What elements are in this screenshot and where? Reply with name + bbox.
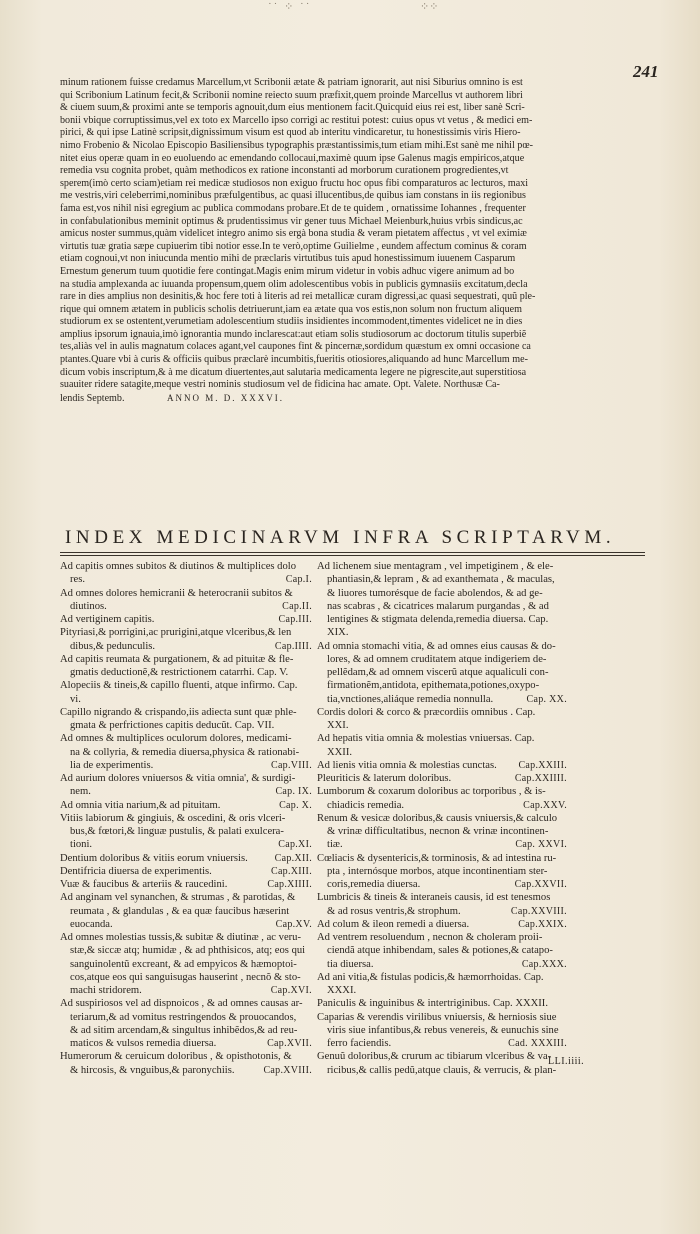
letter-line: suauiter ridere satagite,meque vestri nominis studiosum vel de fidicina hac amate. Opt. Valete. Northusæ Ca- bbox=[60, 379, 500, 391]
index-entry bbox=[317, 878, 567, 891]
index-entry-text: Ad omnes molestias tussis,& subitæ & diutinæ , ac veru- bbox=[60, 932, 301, 943]
letter-line: nitet eius operæ quam in eo euoluendo ac emendando collocaui,maximè quum ipse Galenus magis empiricos,atque bbox=[60, 152, 525, 164]
index-entry-text: viris siue infantibus,& rebus venereis, & eunuchis sine bbox=[327, 1024, 559, 1036]
chapter-ref: Cap.XII. bbox=[274, 852, 312, 864]
letter-line: rique qui omnem ætatem in publicis scholis detriuerunt,iam ea ætate qua vos estis,non solum non fructum aliquem bbox=[60, 303, 522, 315]
index-entry-text: lentigines & stigmata delenda,remedia diuersa. Cap. bbox=[327, 614, 549, 625]
letter-line: na studia amplexanda ac iuuanda propensum,quem olim adolescentibus vobis in publicis gymnasiis excitatum,decla bbox=[60, 278, 528, 290]
dedicatory-letter bbox=[60, 77, 643, 405]
letter-line: bonii vbique corruptissimus,vel ex toto ex Marcello ipso corrigi ac restitui potest: cuius opus vt vetus , & medici em- bbox=[60, 114, 533, 126]
index-entry-text: & liuores tumorésque de facie abolendos, & ad ge- bbox=[327, 587, 543, 599]
letter-line: rare in dies amplius non desinitis,& hoc fere toti à literis ad rei metallicæ curam digressi,ac quasi sequestrati, quũ ple- bbox=[60, 291, 536, 303]
index-title: INDEX MEDICINARVM INFRA SCRIPTARVM. bbox=[65, 527, 616, 548]
chapter-ref: Cap.XI. bbox=[278, 839, 312, 851]
index-entry-text: Alopeciis & tineis,& capillo fluenti, atque infirmo. Cap. bbox=[60, 680, 298, 692]
index-entry-text: gmata & perfrictiones capitis deducũt. Cap. VII. bbox=[70, 720, 275, 731]
index-entry-text: XXI. bbox=[327, 720, 349, 731]
index-entry bbox=[60, 732, 312, 745]
index-entry-text: nas scabras , & cicatrices malarum purgandas , & ad bbox=[327, 600, 549, 612]
index-entry-text: Humerorum & ceruicum doloribus , & opisthotonis, & bbox=[60, 1051, 292, 1063]
index-entry-text: gmatis deductionẽ,& restrictionem catarrhi. Cap. V. bbox=[70, 667, 289, 678]
letter-line: minum rationem fuisse credamus Marcellum,vt Scribonii ætate & patriam ignorarit, aut nisi Siburius omnino is est bbox=[60, 77, 523, 88]
index-entry-text: Renum & vesicæ doloribus,& causis vniuersis,& calculo bbox=[317, 812, 558, 824]
chapter-ref: Cap.IIII. bbox=[274, 640, 312, 652]
index-entry-text: Ad ventrem resoluendum , necnon & choleram proii- bbox=[317, 932, 543, 943]
index-entry bbox=[60, 1050, 312, 1063]
index-entry bbox=[317, 997, 567, 1010]
index-entry-text: ricibus,& callis pedũ,atque clauis, & verrucis, & plan- bbox=[327, 1064, 557, 1076]
index-entry bbox=[317, 918, 567, 931]
letter-line: qui Scribonium Latinum fecit,& Scribonii nomine reiecto suum præfixit,quem proinde Marcellus vt authorem libri bbox=[60, 89, 523, 101]
divider bbox=[60, 555, 645, 556]
index-entry-text: pta , internósque morbos, atque incontinentiam ster- bbox=[327, 865, 548, 877]
index-entry bbox=[317, 693, 567, 706]
letter-line: sperem(imò certo sciam)etiam rei medicæ studiosos non exiguo fructu hoc opus fibi comparaturos ac lecturos, maxi bbox=[60, 177, 529, 189]
index-entry-text: XIX. bbox=[327, 627, 349, 639]
index-entry-text: Cœliacis & dysentericis,& torminosis, & ad intestina ru- bbox=[317, 852, 557, 864]
index-entry bbox=[317, 891, 567, 904]
index-entry bbox=[60, 587, 312, 600]
chapter-ref: Cap. IX. bbox=[275, 786, 312, 798]
letter-line: & ciuem suum,& proximi ante se temporis agnouit,dum eius mentionem facit.Quicquid eius rei est, liber sanè Scri- bbox=[60, 102, 525, 114]
index-entry bbox=[60, 944, 312, 957]
index-entry-text: Ad omnes dolores hemicranii & heterocranii subitos & bbox=[60, 587, 293, 599]
index-entry bbox=[60, 640, 312, 653]
index-entry-text: & vrinæ difficultatibus, necnon & vrinæ incontinen- bbox=[327, 826, 549, 837]
index-entry bbox=[60, 997, 312, 1010]
letter-line: remedia vsu cognita probet, quàm methodicos ex ratione inconstanti ad morborum curationem progredientes,vt bbox=[60, 165, 509, 177]
index-entry-text: bus,& fœtori,& linguæ pustulis, & palati exulcera- bbox=[70, 826, 284, 837]
index-column-left bbox=[60, 560, 312, 1077]
index-entry-text: ferro faciendis. bbox=[327, 1038, 392, 1049]
index-entry-text: tioni. bbox=[70, 839, 93, 851]
letter-line: pirici, & qui ipse Latinè scripsit,dignissimum visum est quod ab interitu vindicaretur, tu honestissimis viris Hiero- bbox=[60, 127, 521, 139]
chapter-ref: Cap.II. bbox=[282, 600, 312, 612]
index-entry-text: Ad capitis reumata & purgationem, & ad pituitæ & fle- bbox=[60, 653, 294, 665]
chapter-ref: Cap.XIII. bbox=[270, 865, 312, 877]
index-entry-text: Ad ani vitia,& fistulas podicis,& hæmorrhoidas. Cap. bbox=[317, 971, 544, 983]
index-entry bbox=[317, 958, 567, 971]
index-entry bbox=[60, 825, 312, 838]
index-entry bbox=[60, 1024, 312, 1037]
index-entry bbox=[60, 746, 312, 759]
index-entry bbox=[60, 785, 312, 798]
index-entry bbox=[60, 852, 312, 865]
index-entry-text: Ad anginam vel synanchen, & strumas , & parotidas, & bbox=[60, 892, 296, 904]
index-entry-text: res. bbox=[70, 574, 86, 586]
index-entry bbox=[317, 653, 567, 666]
letter-line: amplius ipsorum ignauia,imò ignorantia mundo inclarescat:aut etiam solis studiosorum ac doctorum titulis superbiẽ bbox=[60, 328, 527, 340]
chapter-ref: Cap.XXV. bbox=[523, 799, 567, 811]
index-entry-text: Ad suspiriosos vel ad dispnoicos , & ad omnes causas ar- bbox=[60, 998, 303, 1010]
index-entry bbox=[60, 865, 312, 878]
index-entry-text: stæ,& siccæ atq; humidæ , & ad phthisicos, atq; eos qui bbox=[70, 945, 306, 957]
index-entry-text: Ad omnia vitia narium,& ad pituitam. bbox=[60, 799, 221, 811]
index-entry-text: dibus,& pedunculis. bbox=[70, 640, 156, 652]
chapter-ref: Cap.XXIIII. bbox=[514, 773, 567, 784]
index-entry bbox=[60, 613, 312, 626]
index-entry bbox=[317, 931, 567, 944]
index-entry-text: firmationẽm,antidota, epithemata,potiones,oxypo- bbox=[327, 680, 540, 692]
index-entry bbox=[60, 971, 312, 984]
index-entry-text: Ad hepatis vitia omnia & molestias vniuersas. Cap. bbox=[317, 733, 535, 745]
index-entry bbox=[60, 931, 312, 944]
index-entry bbox=[317, 1024, 567, 1037]
chapter-ref: Cap.XVIII. bbox=[263, 1064, 312, 1076]
signature-mark: LLI.iiii. bbox=[548, 1056, 585, 1067]
chapter-ref: Cap. X. bbox=[279, 799, 312, 811]
index-entry-text: Ad omnes & multiplices oculorum dolores, medicami- bbox=[60, 733, 292, 745]
index-entry bbox=[60, 1037, 312, 1050]
letter-line: virtutis tuæ gratia sæpe cupiuerim tibi notior esse.In te verò,optime Guilielme , eundem affectum cominus & coram bbox=[60, 240, 527, 252]
letter-line: amicus noster summus,quàm videlicet integro animo sis ergà bona studia & veram pietatem affectus , vt vel eximiæ bbox=[60, 228, 527, 240]
index-entry-text: & hircosis, & vnguibus,& paronychiis. bbox=[70, 1064, 235, 1076]
index-entry-text: chiadicis remedia. bbox=[327, 799, 405, 811]
index-entry bbox=[60, 1064, 312, 1077]
index-entry bbox=[317, 984, 567, 997]
index-entry bbox=[60, 679, 312, 692]
chapter-ref: Cap.XXVIII. bbox=[510, 905, 567, 917]
letter-line: me vestris,viri celeberrimi,nominibus præfulgentibus, ac quasi illucentibus,de quibus iam constans in iis regionibus bbox=[60, 190, 526, 202]
index-entry bbox=[317, 944, 567, 957]
index-entry bbox=[317, 626, 567, 639]
index-entry-text: Ad vertiginem capitis. bbox=[60, 614, 155, 625]
index-entry-text: & ad rosus ventris,& strophum. bbox=[327, 905, 461, 917]
index-entry-text: teriarum,& ad vomitus restringendos & prouocandos, bbox=[70, 1011, 297, 1023]
index-entry bbox=[317, 560, 567, 573]
index-entry-text: Cordis dolori & corco & præcordiis omnibus . Cap. bbox=[317, 706, 536, 718]
index-entry bbox=[317, 732, 567, 745]
index-entry bbox=[317, 838, 567, 851]
letter-line: studiorum ex se ostentent,verumetiam adolescentium studiis insidientes incommodent,timentes videlicet ne in dies bbox=[60, 316, 523, 328]
index-entry-text: lia de experimentis. bbox=[70, 759, 154, 771]
index-entry bbox=[317, 1037, 567, 1050]
index-entry-text: Vitiis labiorum & gingiuis, & oscedini, & oris vlceri- bbox=[60, 812, 286, 824]
index-entry-text: Lumborum & coxarum doloribus ac torporibus , & is- bbox=[317, 786, 546, 798]
index-entry-text: tia diuersa. bbox=[327, 958, 374, 970]
index-entry bbox=[317, 600, 567, 613]
index-entry-text: euocanda. bbox=[70, 918, 113, 930]
index-entry bbox=[317, 812, 567, 825]
index-entry bbox=[60, 693, 312, 706]
index-entry-text: Pityriasi,& porrigini,ac prurigini,atque vlceribus,& len bbox=[60, 627, 292, 639]
chapter-ref: Cap.I. bbox=[285, 574, 312, 586]
index-entry bbox=[317, 1064, 567, 1077]
index-entry bbox=[317, 759, 567, 772]
index-entry-text: sanguinolentũ excreant, & ad empyicos & hæmoptoi- bbox=[70, 958, 297, 970]
index-entry bbox=[317, 971, 567, 984]
letter-line: dicum vobis inscriptum,& à me dicatum diuertentes,aut salutaria medicamenta legere ne pigrescite,aut superstitiosa bbox=[60, 366, 527, 378]
letter-line: etiam cognoui,vt non iniucunda mentio mihi de præclaris virtutibus tuis apud honestissimum iuuenem Casparum bbox=[60, 253, 516, 265]
index-entry bbox=[60, 666, 312, 679]
index-entry-text: Ad aurium dolores vniuersos & vitia omnia', & surdigi- bbox=[60, 773, 296, 784]
index-entry-text: phantiasin,& lepram , & ad exanthemata , & maculas, bbox=[327, 574, 555, 586]
index-entry bbox=[60, 706, 312, 719]
index-entry-text: vi. bbox=[70, 693, 81, 705]
index-entry bbox=[60, 838, 312, 851]
index-entry bbox=[60, 984, 312, 997]
index-entry bbox=[317, 706, 567, 719]
index-entry-text: diutinos. bbox=[70, 600, 107, 612]
index-entry bbox=[317, 587, 567, 600]
index-entry bbox=[317, 772, 567, 785]
index-entry-text: Dentifricia diuersa de experimentis. bbox=[60, 865, 212, 877]
index-entry-text: tia,vnctiones,aliáque remedia nonnulla. bbox=[327, 693, 494, 705]
chapter-ref: Cap.XXIX. bbox=[518, 918, 567, 930]
index-entry bbox=[60, 719, 312, 732]
index-entry bbox=[60, 560, 312, 573]
chapter-ref: Cap. XX. bbox=[526, 693, 567, 705]
index-entry bbox=[317, 1050, 567, 1063]
index-entry bbox=[317, 825, 567, 838]
index-entry bbox=[317, 666, 567, 679]
index-entry bbox=[60, 759, 312, 772]
index-column-right bbox=[317, 560, 567, 1077]
index-entry bbox=[60, 891, 312, 904]
letter-line: nimo Frobenio & Nicolao Episcopio Basiliensibus typographis præstantissimis,tum etiam mihi.Est sanè me nihil pœ- bbox=[60, 139, 533, 151]
index-entry-text: machi stridorem. bbox=[70, 985, 142, 996]
index-entry-text: Ad colum & ileon remedi a diuersa. bbox=[317, 918, 470, 930]
chapter-ref: Cad. XXXIII. bbox=[508, 1038, 567, 1049]
chapter-ref: Cap.XVII. bbox=[267, 1038, 312, 1049]
index-entry bbox=[317, 613, 567, 626]
chapter-ref: Cap. XXVI. bbox=[515, 839, 567, 851]
index-entry-text: cos,atque eos qui sanguisugas hauserint , necnõ & sto- bbox=[70, 971, 301, 983]
index-entry bbox=[317, 852, 567, 865]
index-entry-text: XXII. bbox=[327, 746, 353, 758]
index-entry-text: maticos & vulsos remedia diuersa. bbox=[70, 1038, 217, 1049]
chapter-ref: Cap.XXVII. bbox=[514, 879, 567, 890]
index-entry bbox=[317, 799, 567, 812]
top-ornament: ˙˙ ⁘ ˙˙ bbox=[268, 1, 312, 13]
index-entry-text: tiæ. bbox=[327, 839, 343, 851]
index-entry-text: lores, & ad omnem cruditatem atque indigeriem de- bbox=[327, 653, 547, 665]
index-entry-text: Lumbricis & tineis & interaneis causis, id est tenesmos bbox=[317, 892, 551, 904]
index-entry bbox=[60, 958, 312, 971]
index-entry-text: pellẽdam,& ad omnem viscerũ atque aqualiculi con- bbox=[327, 667, 549, 678]
index-entry-text: Capillo nigrando & crispando,iis adiecta sunt quæ phle- bbox=[60, 706, 297, 718]
index-entry bbox=[317, 719, 567, 732]
chapter-ref: Cap.XIIII. bbox=[267, 879, 312, 890]
index-entry-text: & ad sitim arcendam,& singultus inhibẽdos,& ad reu- bbox=[70, 1024, 298, 1036]
letter-line: ptantes.Quare vbi à curis & officiis quibus præclarè incumbitis,fueritis otiosiores,aliquando ad hunc Marcellum me- bbox=[60, 354, 528, 366]
chapter-ref: Cap.XXIII. bbox=[518, 759, 567, 771]
index-entry-text: nem. bbox=[70, 786, 91, 798]
letter-line: Ernestum generum tuum quotidie fere contingat.Magis enim mirum videtur in vobis adhuc vigere animum ad bo bbox=[60, 265, 515, 277]
index-entry bbox=[60, 653, 312, 666]
chapter-ref: Cap.III. bbox=[278, 614, 312, 625]
index-entry-text: Paniculis & inguinibus & intertriginibus. Cap. XXXII. bbox=[317, 998, 548, 1010]
index-entry-text: reumata , & glandulas , & ea quæ faucibus hæserint bbox=[70, 905, 290, 917]
index-entry-text: Ad omnia stomachi vitia, & ad omnes eius causas & do- bbox=[317, 640, 556, 652]
divider bbox=[60, 552, 645, 553]
index-entry bbox=[317, 679, 567, 692]
index-entry bbox=[60, 626, 312, 639]
index-entry-text: na & collyria, & remedia diuersa,physica & rationabi- bbox=[70, 746, 300, 758]
letter-line: fama est,vos nihil nisi egregium ac publica commodans probare.Et de te quidem , ornatissime Iohannes , frequenter bbox=[60, 202, 526, 214]
index-entry bbox=[317, 905, 567, 918]
chapter-ref: Cap.XV. bbox=[275, 918, 312, 930]
index-entry bbox=[60, 600, 312, 613]
chapter-ref: Cap.XXX. bbox=[521, 958, 567, 970]
index-entry bbox=[60, 772, 312, 785]
letter-line: tes,aliàs vel in aulis magnatum colaces agant,vel caupones fint & pincernæ,sordidum quæstum ex omni occasione ca bbox=[60, 341, 531, 353]
index-entry bbox=[60, 918, 312, 931]
index-entry bbox=[60, 812, 312, 825]
chapter-ref: Cap.XVI. bbox=[270, 985, 312, 996]
index-entry bbox=[317, 640, 567, 653]
index-entry bbox=[60, 905, 312, 918]
index-entry-text: Pleuriticis & laterum doloribus. bbox=[317, 773, 452, 784]
index-entry-text: Ad capitis omnes subitos & diutinos & multiplices dolo bbox=[60, 561, 297, 572]
chapter-ref: Cap.VIII. bbox=[270, 759, 312, 771]
index-entry bbox=[317, 1011, 567, 1024]
letter-line: in confabulationibus meminit optimus & prudentissimus vir gener tuus Michael Meienburk,huius vrbis sindicus,ac bbox=[60, 215, 523, 227]
index-entry-text: ciendã atque inhibendam, sales & potiones,& catapo- bbox=[327, 945, 553, 957]
index-entry bbox=[60, 1011, 312, 1024]
index-entry-text: coris,remedia diuersa. bbox=[327, 879, 421, 890]
index-entry bbox=[60, 573, 312, 586]
index-entry bbox=[317, 573, 567, 586]
index-entry bbox=[317, 746, 567, 759]
index-entry-text: Ad lichenem siue mentagram , vel impetiginem , & ele- bbox=[317, 561, 554, 572]
index-entry bbox=[60, 878, 312, 891]
top-ornament: ⁘⁘ bbox=[420, 1, 439, 13]
index-entry bbox=[60, 799, 312, 812]
page-number: 241 bbox=[633, 62, 659, 81]
index-entry-text: Dentium doloribus & vitiis eorum vniuersis. bbox=[60, 852, 248, 864]
index-entry-text: XXXI. bbox=[327, 985, 357, 996]
index-entry bbox=[317, 785, 567, 798]
index-entry-text: Vuæ & faucibus & arteriis & raucedini. bbox=[60, 879, 228, 890]
letter-date: ANNO M. D. XXXVI. bbox=[167, 392, 285, 403]
index-entry-text: Genuũ doloribus,& crurum ac tibiarum vlceribus & va- bbox=[317, 1051, 552, 1063]
index-entry bbox=[317, 865, 567, 878]
index-entry-text: Caparias & verendis virilibus vniuersis, & herniosis siue bbox=[317, 1011, 557, 1023]
index-entry-text: Ad lienis vitia omnia & molestias cunctas. bbox=[317, 759, 497, 771]
letter-closing: lendis Septemb. bbox=[60, 392, 125, 404]
